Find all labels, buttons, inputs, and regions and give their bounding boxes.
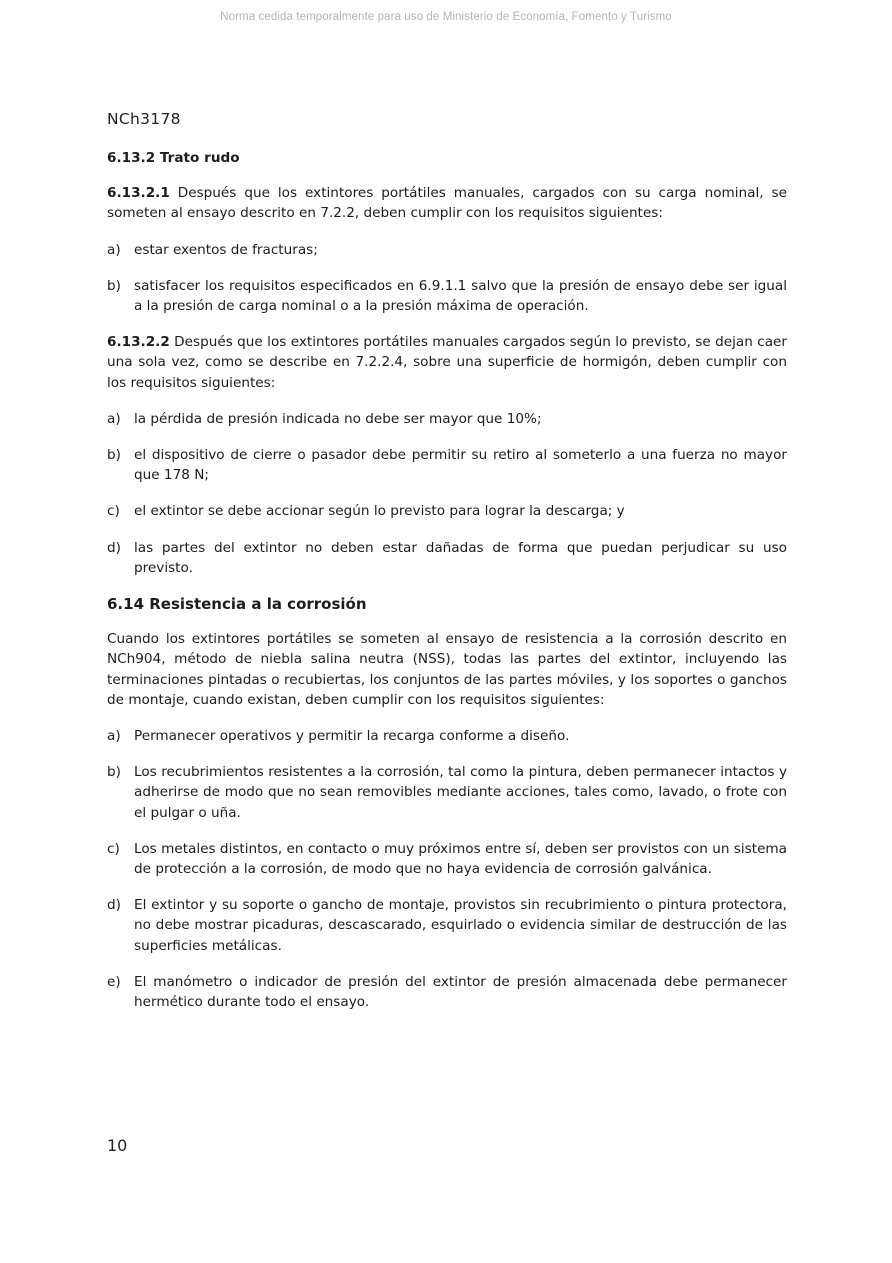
list-marker: b) [107, 764, 121, 781]
list-item [107, 240, 787, 260]
list-item-text: Los recubrimientos resistentes a la corrosión, tal como la pintura, deben permanecer intactos y adherirse de modo que no sean removibles mediante acciones, tales como, lavado, o frote con el pulgar o uña. [134, 764, 787, 821]
list-item-text: estar exentos de fracturas; [134, 241, 318, 258]
list-item-text: el dispositivo de cierre o pasador debe permitir su retiro al someterlo a una fuerza no mayor que 178 N; [134, 447, 787, 484]
list-marker: a) [107, 728, 121, 745]
section-heading-6-13-2: 6.13.2 Trato rudo [107, 150, 240, 166]
list-marker: d) [107, 897, 121, 914]
clause-text: Después que los extintores portátiles manuales, cargados con su carga nominal, se someten al ensayo descrito en 7.2.2, deben cumplir con los requisitos siguientes: [107, 185, 787, 222]
page-number: 10 [107, 1136, 128, 1155]
list-marker: d) [107, 539, 121, 556]
list-item-text: Los metales distintos, en contacto o muy próximos entre sí, deben ser provistos con un sistema de protección a la corrosión, de modo que no haya evidencia de corrosión galvánica. [134, 840, 787, 878]
list-item [107, 839, 787, 879]
list-item [107, 445, 787, 485]
clause-6-13-2-1 [107, 183, 787, 223]
list-marker: e) [107, 973, 121, 990]
list-item-text: Permanecer operativos y permitir la recarga conforme a diseño. [134, 728, 570, 745]
document-body [107, 148, 787, 1028]
list-marker: a) [107, 410, 121, 427]
list-item-text: satisfacer los requisitos especificados en 6.9.1.1 salvo que la presión de ensayo debe ser igual a la presión de carga nominal o a la presión máxima de operación. [134, 277, 787, 315]
list-marker: c) [107, 840, 120, 857]
list-item-text: El extintor y su soporte o gancho de montaje, provistos sin recubrimiento o pintura protectora, no debe mostrar picaduras, descascarado, esquirlado o evidencia similar de destrucción de las superficies metálicas. [134, 897, 787, 954]
clause-number: 6.13.2.1 [107, 185, 170, 202]
list-marker: a) [107, 241, 121, 258]
list-marker: b) [107, 447, 121, 464]
list-marker: b) [107, 277, 121, 294]
list-item-text: el extintor se debe accionar según lo previsto para lograr la descarga; y [134, 503, 625, 520]
list-item [107, 409, 787, 429]
list-item [107, 538, 787, 578]
clause-text: Después que los extintores portátiles manuales cargados según lo previsto, se dejan caer una sola vez, como se describe en 7.2.2.4, sobre una superficie de hormigón, deben cumplir con los requisitos siguientes: [107, 334, 787, 391]
watermark-text: Norma cedida temporalmente para uso de Ministerio de Economía, Fomento y Turismo [220, 11, 672, 23]
list-item [107, 895, 787, 956]
section-heading-6-14: 6.14 Resistencia a la corrosión [107, 595, 367, 614]
list-item [107, 762, 787, 823]
list-item-text: las partes del extintor no deben estar dañadas de forma que puedan perjudicar su uso previsto. [134, 539, 787, 576]
document-code: NCh3178 [107, 110, 181, 128]
list-item [107, 501, 787, 521]
list-item-text: El manómetro o indicador de presión del extintor de presión almacenada debe permanecer hermético durante todo el ensayo. [134, 973, 787, 1011]
list-marker: c) [107, 503, 120, 520]
list-item [107, 972, 787, 1012]
list-item [107, 276, 787, 316]
clause-6-13-2-2 [107, 332, 787, 393]
clause-number: 6.13.2.2 [107, 334, 170, 351]
list-item [107, 726, 787, 746]
section-intro-6-14: Cuando los extintores portátiles se someten al ensayo de resistencia a la corrosión descrito en NCh904, método de niebla salina neutra (NSS), todas las partes del extintor, incluyendo las terminaciones pintadas o recubiertas, los conjuntos de las partes móviles, y los soportes o ganchos de montaje, cuando existan, deben cumplir con los requisitos siguientes: [107, 631, 787, 708]
list-item-text: la pérdida de presión indicada no debe ser mayor que 10%; [134, 410, 542, 427]
